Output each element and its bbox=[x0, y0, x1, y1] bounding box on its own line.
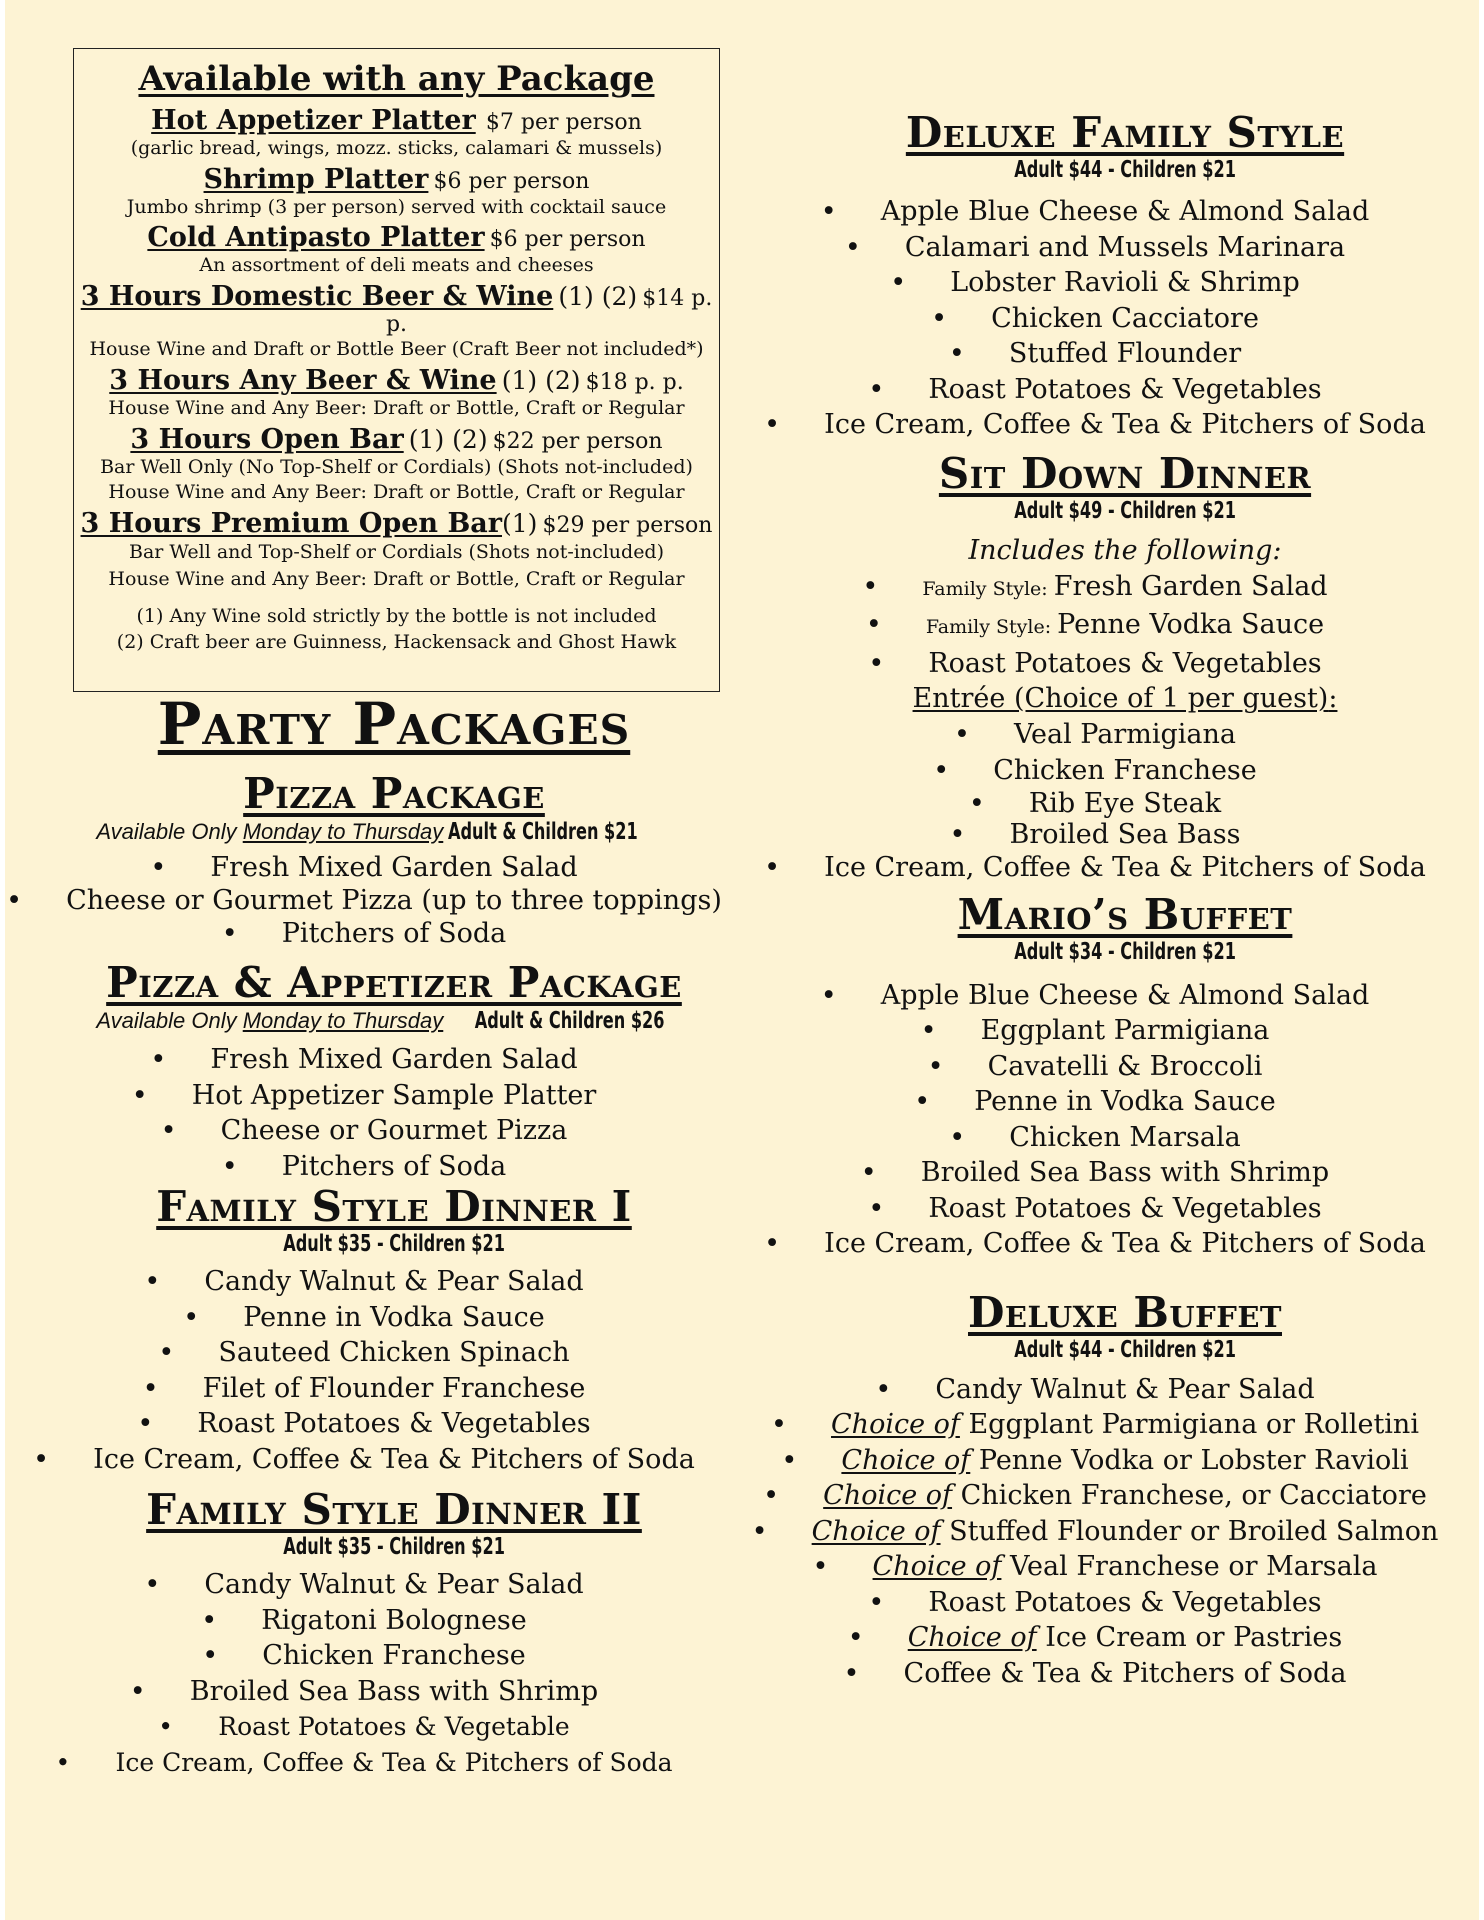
item-text: Chicken Franchese, or Cacciatore bbox=[952, 1480, 1427, 1512]
availability-days: Monday to Thursday bbox=[242, 1008, 444, 1034]
package-pizza bbox=[35, 768, 753, 950]
item-text: Veal Franchese or Marsala bbox=[1001, 1551, 1378, 1583]
extra-name: Cold Antipasto Platter bbox=[147, 222, 485, 254]
list-item: • Roast Potatoes & Vegetables bbox=[805, 372, 1445, 408]
availability-prefix: Available Only bbox=[96, 1008, 243, 1034]
extra-price: $29 per person bbox=[542, 513, 713, 539]
list-item: • Candy Walnut & Pear Salad bbox=[35, 1567, 753, 1603]
list-item: • Roast Potatoes & Vegetable bbox=[35, 1709, 753, 1745]
footnote: (1) Any Wine sold strictly by the bottle is not included bbox=[136, 605, 657, 628]
choice-label: Choice of bbox=[907, 1622, 1037, 1654]
extra-notes: (1) (2) bbox=[558, 282, 638, 312]
list-item: • Penne in Vodka Sauce bbox=[35, 1300, 753, 1336]
list-item: • Pitchers of Soda bbox=[35, 917, 753, 950]
family-style-label: Family Style: bbox=[925, 616, 1058, 639]
item-text: Eggplant Parmigiana or Rolletini bbox=[959, 1409, 1419, 1441]
package-price: Adult & Children $21 bbox=[448, 818, 639, 845]
extra-desc: (garlic bread, wings, mozz. sticks, calamari & mussels) bbox=[130, 137, 663, 160]
extra-item bbox=[74, 105, 719, 162]
item-text: Fresh Garden Salad bbox=[1053, 570, 1328, 602]
entree-label: Entrée (Choice of 1 per guest) bbox=[912, 683, 1329, 715]
list-item: • Pitchers of Soda bbox=[35, 1149, 753, 1185]
package-title: Mario’s Buffet bbox=[957, 889, 1293, 939]
extra-name: 3 Hours Any Beer & Wine bbox=[109, 365, 497, 397]
list-item: • Sauteed Chicken Spinach bbox=[35, 1335, 753, 1371]
package-title: Pizza Package bbox=[243, 768, 545, 818]
choice-label: Choice of bbox=[831, 1409, 960, 1441]
package-sit-down: Sit Down Dinner Adult $49 - Children $21 Includes the following: • Family Style: Fresh Garden Salad • Family Style: Penne Vodka Sauce • Roast Potatoes & Vegetables Entrée (Choice of 1 per guest): • Veal Parmigiana • Chicken Franchese • Rib Eye Steak • Broiled Sea Bass • Ice Cream, Coffee & Tea & Pitchers of Soda bbox=[805, 451, 1445, 886]
list-item: • Broiled Sea Bass bbox=[805, 819, 1445, 850]
extra-desc: House Wine and Any Beer: Draft or Bottle, Craft or Regular bbox=[108, 481, 685, 504]
extra-desc: House Wine and Any Beer: Draft or Bottle, Craft or Regular bbox=[108, 397, 685, 420]
extra-desc: An assortment of deli meats and cheeses bbox=[199, 254, 594, 277]
package-price: Adult $35 - Children $21 bbox=[283, 1231, 505, 1258]
list-item: • Ice Cream, Coffee & Tea & Pitchers of Soda bbox=[805, 1226, 1445, 1262]
list-item: • Rib Eye Steak bbox=[805, 788, 1445, 819]
package-marios-buffet bbox=[805, 889, 1445, 1262]
extra-price: $7 per person bbox=[485, 110, 642, 135]
extra-notes: (1) bbox=[502, 509, 538, 539]
footnotes bbox=[74, 604, 719, 655]
list-item: • Ice Cream, Coffee & Tea & Pitchers of Soda bbox=[805, 407, 1445, 443]
extra-item bbox=[74, 508, 719, 592]
extra-name: 3 Hours Premium Open Bar bbox=[80, 508, 502, 540]
list-item: • Veal Parmigiana bbox=[805, 717, 1445, 753]
extra-item bbox=[74, 281, 719, 363]
availability-days: Monday to Thursday bbox=[242, 818, 444, 844]
list-item bbox=[805, 1620, 1445, 1656]
footnote: (2) Craft beer are Guinness, Hackensack and Ghost Hawk bbox=[116, 630, 677, 653]
choice-label: Choice of bbox=[823, 1480, 953, 1512]
list-item bbox=[805, 1407, 1445, 1443]
extra-desc: Bar Well and Top-Shelf or Cordials (Shots not-included) bbox=[128, 541, 665, 564]
list-item: • Cavatelli & Broccoli bbox=[805, 1049, 1445, 1085]
extra-desc: Jumbo shrimp (3 per person) served with cocktail sauce bbox=[126, 195, 667, 218]
list-item: • Hot Appetizer Sample Platter bbox=[35, 1078, 753, 1114]
package-deluxe-buffet bbox=[805, 1287, 1445, 1692]
extra-name: Shrimp Platter bbox=[203, 163, 429, 195]
list-item: • Roast Potatoes & Vegetables bbox=[805, 1585, 1445, 1621]
extra-desc: House Wine and Any Beer: Draft or Bottle, Craft or Regular bbox=[108, 567, 685, 590]
choice-label: Choice of bbox=[872, 1551, 1002, 1583]
list-item: • Roast Potatoes & Vegetables bbox=[805, 646, 1445, 682]
list-item: • Chicken Cacciatore bbox=[805, 301, 1445, 337]
list-item bbox=[805, 1443, 1445, 1479]
availability-prefix: Available Only bbox=[96, 818, 243, 844]
package-title: Deluxe Buffet bbox=[968, 1287, 1282, 1337]
package-deluxe-family bbox=[805, 110, 1445, 443]
extra-item bbox=[74, 424, 719, 506]
list-item: • Candy Walnut & Pear Salad bbox=[805, 1372, 1445, 1408]
list-item: • Calamari and Mussels Marinara bbox=[805, 230, 1445, 266]
extra-price: $14 p. p. bbox=[385, 286, 713, 338]
list-item: • Apple Blue Cheese & Almond Salad bbox=[805, 194, 1445, 230]
includes-label: Includes the following bbox=[968, 534, 1273, 566]
extra-name: Hot Appetizer Platter bbox=[151, 105, 476, 136]
page-title: Party Packages bbox=[157, 690, 631, 758]
extra-price: $18 p. p. bbox=[585, 370, 684, 396]
package-title: Pizza & Appetizer Package bbox=[106, 957, 682, 1007]
extra-name: 3 Hours Open Bar bbox=[130, 423, 404, 455]
package-family-dinner-2 bbox=[35, 1487, 753, 1780]
package-price: Adult $44 - Children $21 bbox=[1014, 157, 1236, 184]
item-text: Ice Cream or Pastries bbox=[1036, 1622, 1343, 1654]
right-column bbox=[805, 110, 1445, 1691]
list-item: • Lobster Ravioli & Shrimp bbox=[805, 265, 1445, 301]
list-item bbox=[805, 1549, 1445, 1585]
list-item bbox=[805, 607, 1445, 646]
list-item: • Cheese or Gourmet Pizza (up to three toppings) bbox=[35, 884, 753, 917]
list-item: • Fresh Mixed Garden Salad bbox=[35, 851, 753, 884]
list-item: • Filet of Flounder Franchese bbox=[35, 1371, 753, 1407]
list-item: • Cheese or Gourmet Pizza bbox=[35, 1113, 753, 1149]
list-item: • Chicken Franchese bbox=[35, 1638, 753, 1674]
choice-label: Choice of bbox=[841, 1444, 971, 1476]
extra-desc: House Wine and Draft or Bottle Beer (Craft Beer not included*) bbox=[89, 338, 704, 361]
item-text: Penne Vodka Sauce bbox=[1057, 609, 1325, 641]
list-item: • Broiled Sea Bass with Shrimp bbox=[805, 1155, 1445, 1191]
extras-title: Available with any Package bbox=[138, 59, 655, 99]
package-title: Sit Down Dinner bbox=[938, 448, 1312, 498]
list-item bbox=[805, 1478, 1445, 1514]
extra-notes: (1) (2) bbox=[501, 366, 581, 396]
package-pizza-appetizer bbox=[35, 957, 753, 1184]
extra-item bbox=[74, 365, 719, 422]
package-price: Adult $34 - Children $21 bbox=[1014, 938, 1236, 965]
extras-box bbox=[73, 48, 720, 692]
item-text: Stuffed Flounder or Broiled Salmon bbox=[940, 1515, 1439, 1547]
list-item: • Broiled Sea Bass with Shrimp bbox=[35, 1674, 753, 1710]
extra-price: $22 per person bbox=[492, 428, 663, 454]
list-item bbox=[805, 569, 1445, 608]
extra-name: 3 Hours Domestic Beer & Wine bbox=[80, 281, 554, 313]
package-family-dinner-1 bbox=[35, 1184, 753, 1477]
package-title: Family Style Dinner I bbox=[156, 1182, 632, 1232]
list-item: • Fresh Mixed Garden Salad bbox=[35, 1042, 753, 1078]
list-item: • Rigatoni Bolognese bbox=[35, 1603, 753, 1639]
package-price: Adult $49 - Children $21 bbox=[1014, 497, 1236, 524]
list-item: • Chicken Marsala bbox=[805, 1120, 1445, 1156]
extra-notes: (1) (2) bbox=[408, 424, 488, 454]
family-style-label: Family Style: bbox=[922, 577, 1054, 600]
package-price: Adult $44 - Children $21 bbox=[1014, 1336, 1236, 1363]
list-item bbox=[805, 1514, 1445, 1550]
item-text: Penne Vodka or Lobster Ravioli bbox=[970, 1444, 1409, 1476]
list-item: • Roast Potatoes & Vegetables bbox=[805, 1191, 1445, 1227]
list-item: • Penne in Vodka Sauce bbox=[805, 1084, 1445, 1120]
package-title: Family Style Dinner II bbox=[146, 1485, 642, 1535]
extra-item bbox=[74, 164, 719, 221]
extra-price: $6 per person bbox=[489, 227, 646, 253]
list-item: • Roast Potatoes & Vegetables bbox=[35, 1406, 753, 1442]
menu-page bbox=[5, 0, 1479, 1920]
left-column bbox=[35, 690, 753, 1780]
list-item: • Ice Cream, Coffee & Tea & Pitchers of Soda bbox=[805, 850, 1445, 886]
extra-desc: Bar Well Only (No Top-Shelf or Cordials) (Shots not-included) bbox=[100, 455, 693, 478]
choice-label: Choice of bbox=[811, 1515, 941, 1547]
package-title: Deluxe Family Style bbox=[905, 108, 1345, 157]
package-price: Adult $35 - Children $21 bbox=[283, 1534, 505, 1561]
extra-price: $6 per person bbox=[433, 168, 590, 194]
list-item: • Stuffed Flounder bbox=[805, 336, 1445, 372]
list-item: • Coffee & Tea & Pitchers of Soda bbox=[805, 1656, 1445, 1692]
list-item: • Eggplant Parmigiana bbox=[805, 1013, 1445, 1049]
list-item: • Candy Walnut & Pear Salad bbox=[35, 1264, 753, 1300]
list-item: • Ice Cream, Coffee & Tea & Pitchers of Soda bbox=[35, 1745, 753, 1781]
package-price: Adult & Children $26 bbox=[475, 1008, 665, 1035]
list-item: • Apple Blue Cheese & Almond Salad bbox=[805, 978, 1445, 1014]
list-item: • Chicken Franchese bbox=[805, 753, 1445, 789]
list-item: • Ice Cream, Coffee & Tea & Pitchers of Soda bbox=[35, 1442, 753, 1478]
extra-item bbox=[74, 222, 719, 279]
